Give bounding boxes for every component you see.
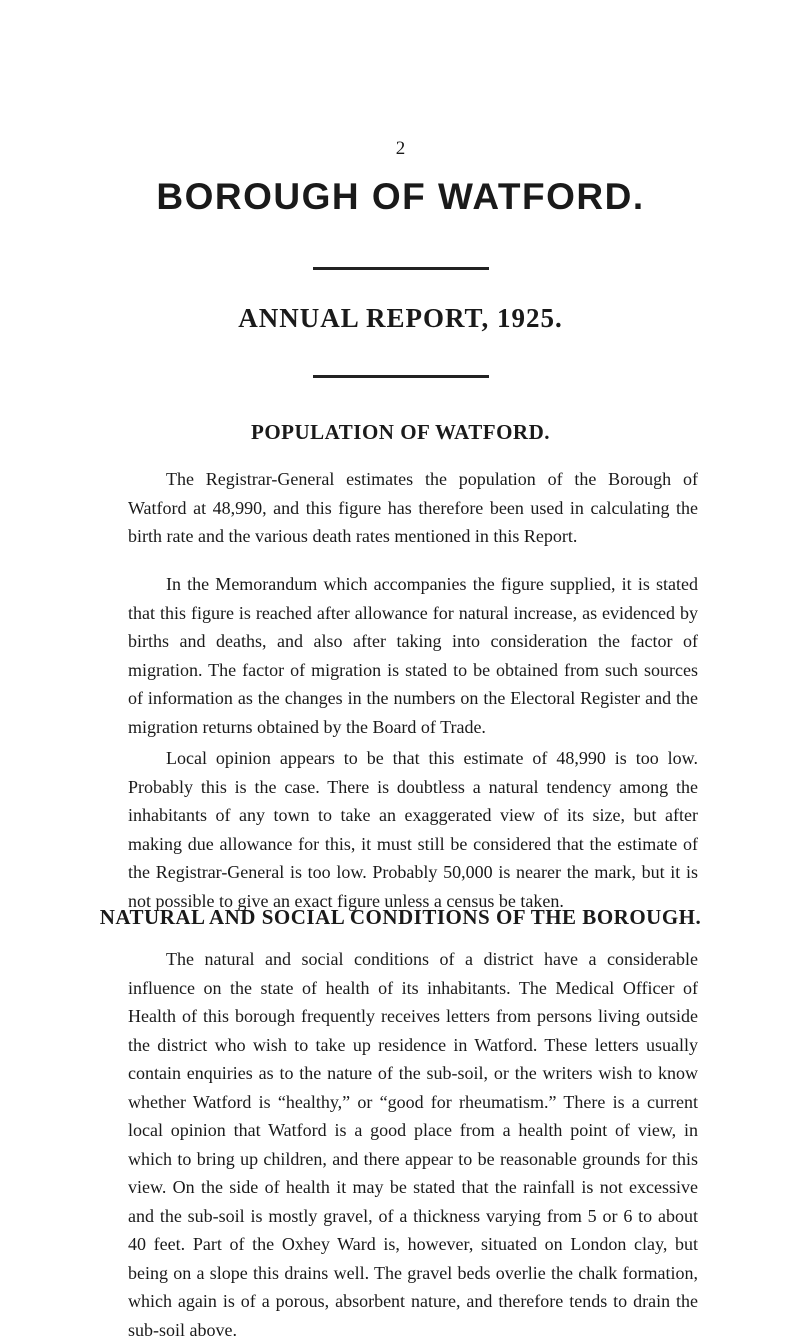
paragraph: Local opinion appears to be that this estimate of 48,990 is too low. Probably this is the case. There is doubtless a natural tendency among the inhabitants of any town to take an exaggerated view of its size, but after making due allowance for this, it must still be considered that the estimate of the Registrar-General is too low. Probably 50,000 is nearer the mark, but it is not possible to give an exact figure unless a census be taken. [128, 748, 698, 911]
title-rule-bottom [313, 375, 489, 378]
section-heading-population: POPULATION OF WATFORD. [251, 420, 550, 444]
report-subtitle: ANNUAL REPORT, 1925. [238, 303, 563, 333]
paragraph: The natural and social conditions of a district have a considerable influence on the state of health of its inhabitants. The Medical Officer of Health of this borough frequently receives letters from persons living outside the district who wish to take up residence in Watford. These letters usually contain enquiries as to the nature of the sub-soil, or the writers wish to know whether Watford is “healthy,” or “good for rheumatism.” There is a current local opinion that Watford is a good place from a health point of view, in which to bring up children, and there appear to be reasonable grounds for this view. On the side of health it may be stated that the rainfall is not excessive and the sub-soil is mostly gravel, of a thickness varying from 5 or 6 to about 40 feet. Part of the Oxhey Ward is, however, situated on London clay, but being on a slope this drains well. The gravel beds overlie the chalk formation, which again is of a porous, absorbent nature, and therefore tends to drain the sub-soil above. [128, 949, 698, 1340]
paragraph: The Registrar-General estimates the population of the Borough of Watford at 48,990, and this figure has therefore been used in calculating the birth rate and the various death rates mentioned in this Report. [128, 469, 698, 546]
page-number: 2 [395, 138, 406, 159]
section-heading-conditions: NATURAL AND SOCIAL CONDITIONS OF THE BOROUGH. [99, 905, 702, 929]
paragraph: In the Memorandum which accompanies the figure supplied, it is stated that this figure is reached after allowance for natural increase, as evidenced by births and deaths, and also after taking into consideration the factor of migration. The factor of migration is stated to be obtained from such sources of information as the changes in the numbers on the Electoral Register and the migration returns obtained by the Board of Trade. [128, 574, 698, 737]
title-rule-top [313, 267, 489, 270]
main-title: BOROUGH OF WATFORD. [156, 176, 645, 217]
